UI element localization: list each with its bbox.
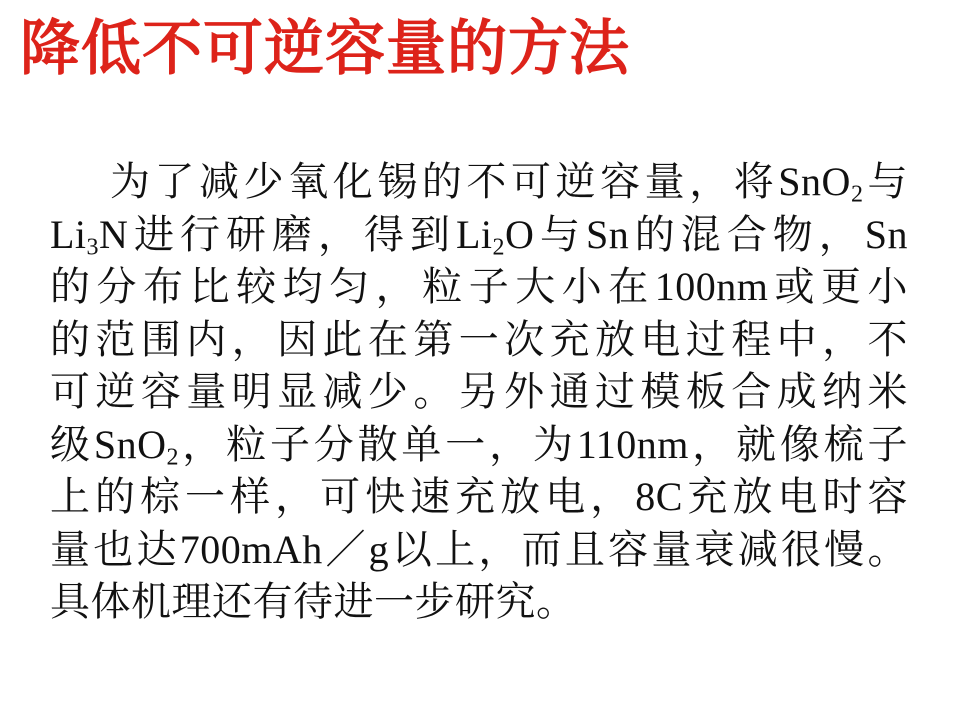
text-line: [50, 314, 908, 367]
line-text: 的范围内，因此在第一次充放电过程中，不: [50, 316, 908, 362]
text-line: [50, 209, 908, 262]
line-text: Li: [50, 211, 87, 257]
text-line: [50, 471, 908, 524]
subscript-text: 2: [492, 234, 506, 261]
line-text: 上的棕一样，可快速充放电，8C充放电时容: [50, 474, 908, 519]
line-text: 具体机理还有待进一步研究。: [50, 579, 577, 624]
line-text: 与: [863, 159, 909, 204]
line-text: ，粒子分散单一，为110nm，就像梳子: [178, 421, 908, 467]
subscript-text: 3: [86, 234, 100, 261]
text-line: [50, 524, 908, 577]
line-text: 为了减少氧化锡的不可逆容量，将SnO: [110, 159, 851, 204]
line-text: O与Sn的混合物，Sn: [505, 211, 908, 257]
line-text: 量也达700mAh／g以上，而且容量衰减很慢。: [50, 526, 908, 572]
text-line: [50, 156, 908, 209]
text-line: [50, 261, 908, 314]
line-text: 级SnO: [50, 421, 167, 467]
text-line: [50, 419, 908, 472]
text-line: [50, 576, 908, 629]
subscript-text: 2: [850, 181, 864, 208]
slide-title: 降低不可逆容量的方法: [20, 16, 630, 82]
body-paragraph: [50, 156, 908, 629]
subscript-text: 2: [166, 444, 179, 471]
text-line: [50, 366, 908, 419]
line-text: 的分布比较均匀，粒子大小在100nm或更小: [50, 264, 908, 309]
line-text: 可逆容量明显减少。另外通过模板合成纳米: [50, 369, 908, 414]
line-text: N进行研磨，得到Li: [99, 211, 493, 257]
